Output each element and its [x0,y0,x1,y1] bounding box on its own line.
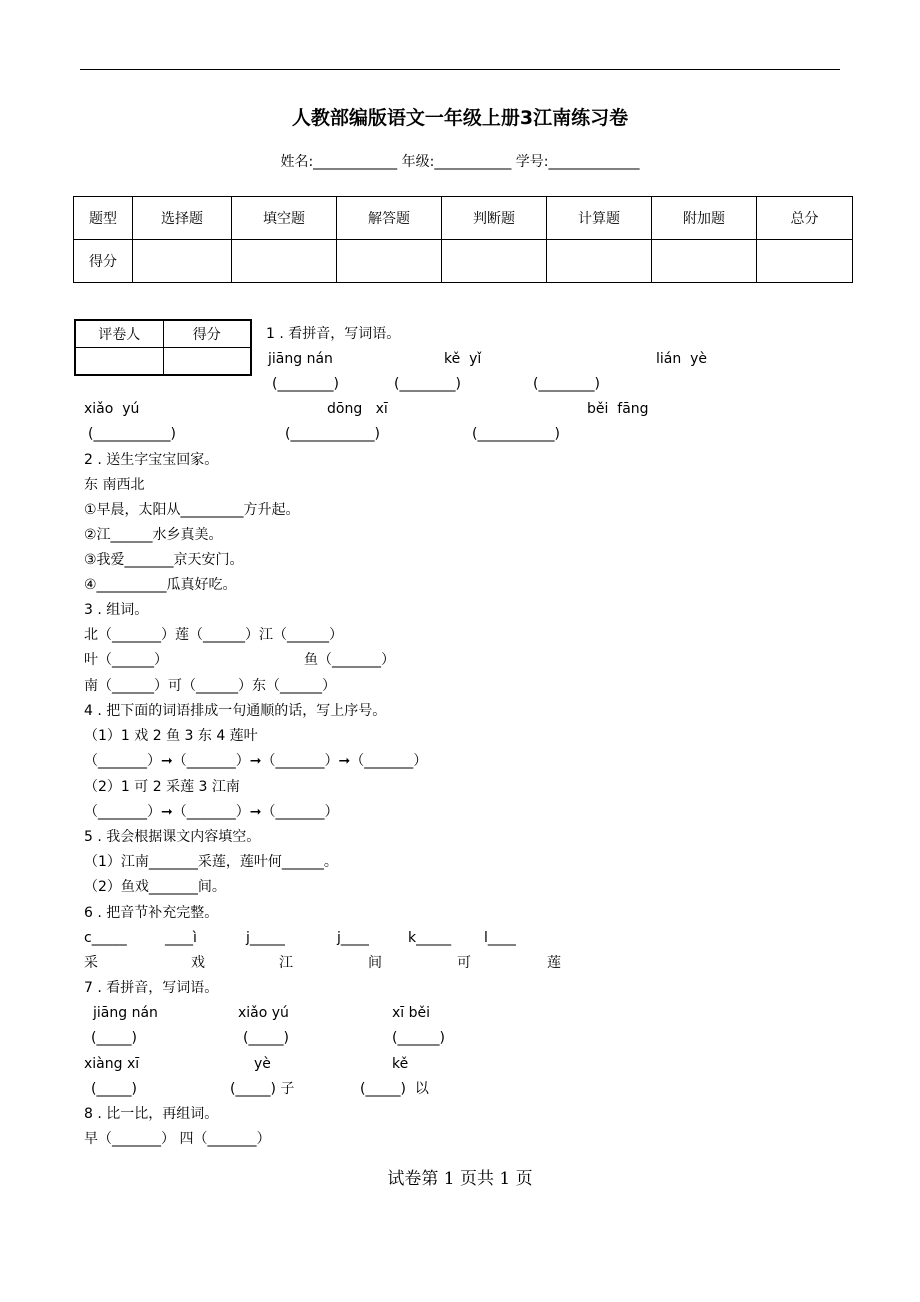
q7-pinyin-6: kě [392,1056,409,1072]
q6-char: 采 [84,955,98,971]
q2-sentence-1[interactable]: ①早晨，太阳从_________方升起。 [84,502,300,518]
grader-cell[interactable] [76,348,164,375]
q6-syllable[interactable]: ____ì [165,930,197,946]
q1-prompt: 1 . 看拼音，写词语。 [266,326,401,342]
page-title: 人教部编版语文一年级上册3江南练习卷 [291,107,629,129]
q7-blank-6[interactable]: (_____) 以 [360,1081,429,1097]
q6-syllable[interactable]: j_____ [246,930,285,946]
q1-pinyin-5: dōng xī [327,401,388,417]
score-header-extra: 附加题 [652,197,757,240]
score-cell[interactable] [133,240,232,283]
score-table-header-row [74,197,853,240]
q6-syllable[interactable]: j____ [337,930,369,946]
q1-pinyin-4: xiǎo yú [84,401,140,417]
score-table [73,196,853,283]
score-header-choice: 选择题 [133,197,232,240]
score-row-label: 得分 [74,240,133,283]
q3-row-2b[interactable]: 鱼（_______） [304,652,395,668]
q6-char: 莲 [547,955,561,971]
q4-answer-1[interactable]: （_______）➞（_______）➞（_______）➞（_______） [84,753,428,769]
q8-line-1[interactable]: 早（_______） 四（_______） [84,1131,271,1147]
grader-header: 评卷人 [76,321,164,348]
q6-char: 江 [279,955,293,971]
q7-blank-2[interactable]: (_____) [243,1030,289,1046]
score-header-calc: 计算题 [547,197,652,240]
q4-prompt: 4 . 把下面的词语排成一句通顺的话，写上序号。 [84,703,387,719]
q2-options: 东 南西北 [84,477,145,493]
q3-row-1[interactable]: 北（_______）莲（______）江（______） [84,627,343,643]
q7-pinyin-3: xī běi [392,1005,431,1021]
q1-blank-1[interactable]: (________) [272,376,339,392]
q6-syllable[interactable]: l____ [484,930,516,946]
q5-line-2[interactable]: （2）鱼戏_______间。 [84,879,226,895]
q8-prompt: 8 . 比一比，再组词。 [84,1106,219,1122]
q4-answer-2[interactable]: （_______）➞（_______）➞（_______） [84,804,339,820]
q2-sentence-2[interactable]: ②江______水乡真美。 [84,527,223,543]
q6-char: 戏 [191,955,205,971]
q7-prompt: 7 . 看拼音，写词语。 [84,980,219,996]
q1-blank-2[interactable]: (________) [394,376,461,392]
page-footer: 试卷第 1 页共 1 页 [387,1169,533,1189]
q1-blank-6[interactable]: (___________) [472,426,560,442]
header-rule [80,69,840,70]
score-header-fill: 填空题 [232,197,337,240]
student-info-line: 姓名:____________ 年级:___________ 学号:_____________ [280,154,640,170]
q3-prompt: 3 . 组词。 [84,602,149,618]
q1-pinyin-2: kě yǐ [444,351,482,367]
q7-pinyin-4: xiàng xī [84,1056,140,1072]
q3-row-3[interactable]: 南（______）可（______）东（______） [84,678,336,694]
q7-pinyin-5: yè [254,1056,271,1072]
score-cell[interactable] [337,240,442,283]
q6-prompt: 6 . 把音节补充完整。 [84,905,219,921]
q2-sentence-4[interactable]: ④__________瓜真好吃。 [84,577,237,593]
q7-blank-4[interactable]: (_____) [91,1081,137,1097]
q3-row-2a[interactable]: 叶（______） [84,652,168,668]
q1-pinyin-1: jiāng nán [268,351,333,367]
q5-prompt: 5 . 我会根据课文内容填空。 [84,829,261,845]
q1-blank-4[interactable]: (___________) [88,426,176,442]
score-header-type: 题型 [74,197,133,240]
q4-part-2: （2）1 可 2 采莲 3 江南 [84,779,240,795]
q6-char: 可 [457,955,471,971]
score-header-total: 总分 [757,197,853,240]
q1-pinyin-3: lián yè [656,351,708,367]
grader-table [75,320,251,375]
q6-syllable[interactable]: k_____ [408,930,452,946]
q7-blank-1[interactable]: (_____) [91,1030,137,1046]
q7-pinyin-2: xiǎo yú [238,1005,289,1021]
q2-sentence-3[interactable]: ③我爱_______京天安门。 [84,552,244,568]
q2-prompt: 2 . 送生字宝宝回家。 [84,452,219,468]
q6-syllable[interactable]: c_____ [84,930,127,946]
q7-pinyin-1: jiāng nán [93,1005,158,1021]
q1-blank-5[interactable]: (____________) [285,426,380,442]
q6-char: 间 [368,955,382,971]
q7-blank-5[interactable]: (_____) 子 [230,1081,295,1097]
q5-line-1[interactable]: （1）江南_______采莲，莲叶何______。 [84,854,338,870]
score-header-judge: 判断题 [442,197,547,240]
q1-pinyin-6: běi fāng [587,401,649,417]
q4-part-1: （1）1 戏 2 鱼 3 东 4 莲叶 [84,728,258,744]
score-cell[interactable] [442,240,547,283]
score-table-score-row [74,240,853,283]
score-cell[interactable] [757,240,853,283]
score-cell[interactable] [652,240,757,283]
score-cell[interactable] [547,240,652,283]
grader-score-header: 得分 [163,321,251,348]
score-cell[interactable] [232,240,337,283]
q1-blank-3[interactable]: (________) [533,376,600,392]
score-header-answer: 解答题 [337,197,442,240]
q7-blank-3[interactable]: (______) [392,1030,445,1046]
grader-score-cell[interactable] [163,348,251,375]
